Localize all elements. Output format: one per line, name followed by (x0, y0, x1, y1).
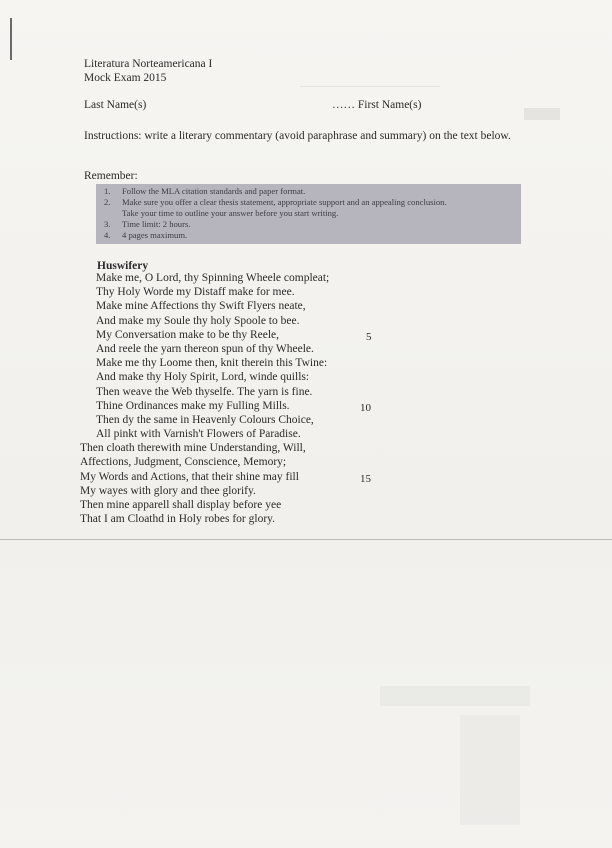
exam-header (84, 57, 212, 85)
poem-line: My Words and Actions, that their shine may fill (80, 470, 299, 483)
poem-line: My Conversation make to be thy Reele, (96, 328, 280, 341)
remember-item: 2. Make sure you offer a clear thesis statement, appropriate support and an appealing conclusion. (104, 197, 447, 207)
poem-line: And make thy Holy Spirit, Lord, winde quills: (96, 371, 310, 384)
instructions-text: Instructions: write a literary commentary (avoid paraphrase and summary) on the text below. (84, 130, 511, 142)
last-name-label: Last Name(s) (84, 99, 147, 111)
poem-line: My wayes with glory and thee glorify. (80, 484, 256, 497)
poem-title: Huswifery (97, 260, 149, 272)
scan-smudge (524, 108, 560, 120)
poem-line: Then cloath therewith mine Understanding, Will, (80, 442, 306, 455)
scan-smudge (300, 86, 440, 87)
course-title: Literatura Norteamericana I (84, 58, 213, 70)
poem-line: Thine Ordinances make my Fulling Mills. (96, 399, 290, 412)
poem-line: Then weave the Web thyselfe. The yarn is fine. (96, 385, 313, 398)
poem-line: And reele the yarn thereon spun of thy Wheele. (96, 342, 314, 355)
poem-line: Make mine Affections thy Swift Flyers neate, (96, 300, 306, 313)
line-number-5: 5 (366, 331, 372, 343)
remember-item: 1. Follow the MLA citation standards and paper format. (104, 186, 306, 196)
bleed-through-mark (460, 715, 520, 825)
line-number-10: 10 (360, 402, 371, 414)
first-name-label: …… First Name(s) (332, 99, 422, 111)
poem-line: Make me thy Loome then, knit therein this Twine: (96, 357, 328, 370)
remember-item: Take your time to outline your answer before you start writing. (122, 208, 339, 218)
remember-item: 3. Time limit: 2 hours. (104, 219, 191, 229)
poem-line: Thy Holy Worde my Distaff make for mee. (96, 286, 295, 299)
remember-list (96, 184, 521, 241)
poem-line: All pinkt with Varnish't Flowers of Paradise. (96, 428, 301, 441)
page-divider (0, 539, 612, 540)
bleed-through-mark (380, 686, 530, 706)
poem-line: Make me, O Lord, thy Spinning Wheele compleat; (96, 272, 330, 284)
poem-line: And make my Soule thy holy Spoole to bee. (96, 314, 300, 327)
remember-box (96, 184, 521, 244)
margin-mark (10, 18, 12, 60)
remember-item: 4. 4 pages maximum. (104, 230, 188, 240)
line-number-15: 15 (360, 473, 371, 485)
poem-line: Then dy the same in Heavenly Colours Choice, (96, 413, 314, 426)
poem-line: Affections, Judgment, Conscience, Memory; (80, 456, 287, 469)
exam-title: Mock Exam 2015 (84, 72, 167, 84)
poem-line: That I am Cloathd in Holy robes for glory. (80, 513, 276, 526)
poem-line: Then mine apparell shall display before yee (80, 499, 282, 511)
remember-heading: Remember: (84, 170, 138, 182)
poem-body (80, 271, 400, 526)
